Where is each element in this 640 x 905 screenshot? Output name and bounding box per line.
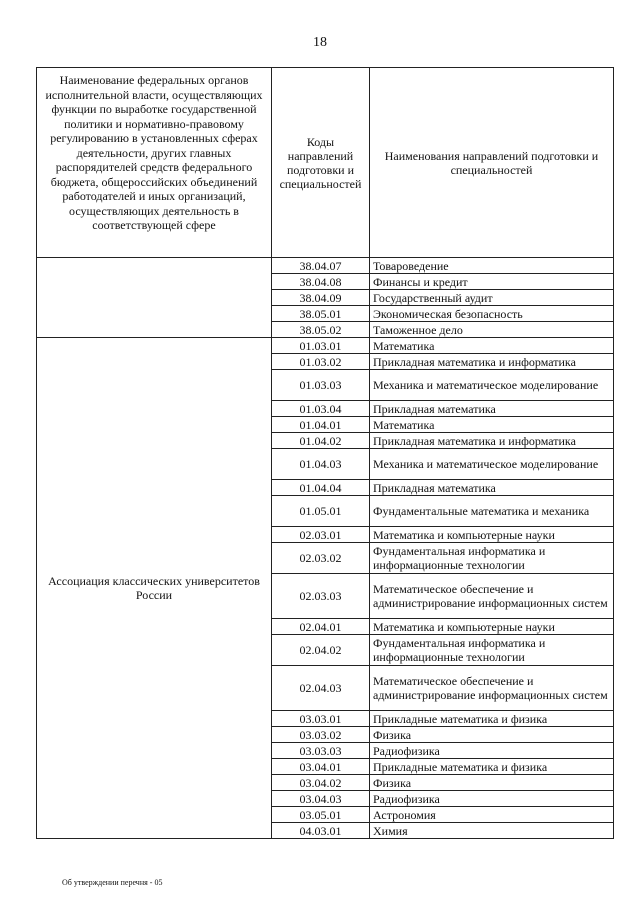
direction-code: 02.03.03	[272, 574, 370, 619]
header-names: Наименования направлений подготовки и специальностей	[370, 68, 614, 258]
page-number: 18	[313, 35, 327, 50]
direction-code: 02.03.02	[272, 543, 370, 574]
table-row	[37, 338, 614, 354]
direction-name: Математическое обеспечение и администрирование информационных систем	[370, 666, 614, 711]
direction-code: 38.04.09	[272, 290, 370, 306]
direction-name: Физика	[370, 727, 614, 743]
direction-name: Таможенное дело	[370, 322, 614, 338]
direction-name: Экономическая безопасность	[370, 306, 614, 322]
direction-code: 03.04.03	[272, 791, 370, 807]
direction-name: Радиофизика	[370, 791, 614, 807]
group-economics	[37, 258, 614, 338]
direction-name: Астрономия	[370, 807, 614, 823]
direction-code: 38.04.08	[272, 274, 370, 290]
direction-code: 01.03.02	[272, 354, 370, 370]
organization-cell-empty	[37, 258, 272, 338]
direction-name: Физика	[370, 775, 614, 791]
table-header-row	[37, 68, 614, 258]
direction-name: Государственный аудит	[370, 290, 614, 306]
direction-name: Прикладная математика и информатика	[370, 354, 614, 370]
direction-name: Механика и математическое моделирование	[370, 449, 614, 480]
direction-name: Химия	[370, 823, 614, 839]
direction-name: Фундаментальные математика и механика	[370, 496, 614, 527]
direction-name: Математика и компьютерные науки	[370, 619, 614, 635]
direction-code: 03.04.01	[272, 759, 370, 775]
header-organizations: Наименование федеральных органов исполнительной власти, осуществляющих функции по выработке государственной политики и нормативно-правовому регулированию в установленных сферах деятельности, других главных распорядителей средств федерального бюджета, общероссийских объединений работодателей и иных организаций, осуществляющих деятельность в соответствующей сфере	[37, 68, 272, 258]
direction-code: 02.04.02	[272, 635, 370, 666]
direction-name: Прикладная математика и информатика	[370, 433, 614, 449]
direction-name: Прикладные математика и физика	[370, 711, 614, 727]
group-classical-universities	[37, 338, 614, 839]
direction-code: 01.03.04	[272, 401, 370, 417]
table-row	[37, 258, 614, 274]
direction-code: 02.03.01	[272, 527, 370, 543]
direction-code: 01.03.01	[272, 338, 370, 354]
direction-name: Прикладная математика	[370, 480, 614, 496]
direction-code: 38.05.01	[272, 306, 370, 322]
direction-name: Математика	[370, 338, 614, 354]
direction-name: Радиофизика	[370, 743, 614, 759]
direction-name: Математическое обеспечение и администрирование информационных систем	[370, 574, 614, 619]
direction-name: Математика	[370, 417, 614, 433]
direction-name: Товароведение	[370, 258, 614, 274]
direction-code: 01.04.01	[272, 417, 370, 433]
direction-code: 01.04.03	[272, 449, 370, 480]
direction-name: Механика и математическое моделирование	[370, 370, 614, 401]
directions-table	[36, 67, 614, 839]
direction-code: 03.03.03	[272, 743, 370, 759]
direction-code: 38.04.07	[272, 258, 370, 274]
direction-name: Фундаментальная информатика и информационные технологии	[370, 543, 614, 574]
direction-code: 03.03.02	[272, 727, 370, 743]
direction-code: 01.04.04	[272, 480, 370, 496]
direction-code: 03.05.01	[272, 807, 370, 823]
direction-code: 02.04.03	[272, 666, 370, 711]
direction-name: Прикладные математика и физика	[370, 759, 614, 775]
footer-note: Об утверждении перечня - 05	[62, 878, 163, 887]
direction-name: Фундаментальная информатика и информационные технологии	[370, 635, 614, 666]
direction-code: 38.05.02	[272, 322, 370, 338]
direction-name: Математика и компьютерные науки	[370, 527, 614, 543]
direction-code: 03.03.01	[272, 711, 370, 727]
organization-name: Ассоциация классических университетов России	[37, 338, 272, 839]
direction-code: 01.05.01	[272, 496, 370, 527]
direction-code: 01.04.02	[272, 433, 370, 449]
direction-code: 04.03.01	[272, 823, 370, 839]
direction-code: 02.04.01	[272, 619, 370, 635]
direction-name: Прикладная математика	[370, 401, 614, 417]
direction-name: Финансы и кредит	[370, 274, 614, 290]
direction-code: 03.04.02	[272, 775, 370, 791]
direction-code: 01.03.03	[272, 370, 370, 401]
header-codes: Коды направлений подготовки и специальностей	[272, 68, 370, 258]
